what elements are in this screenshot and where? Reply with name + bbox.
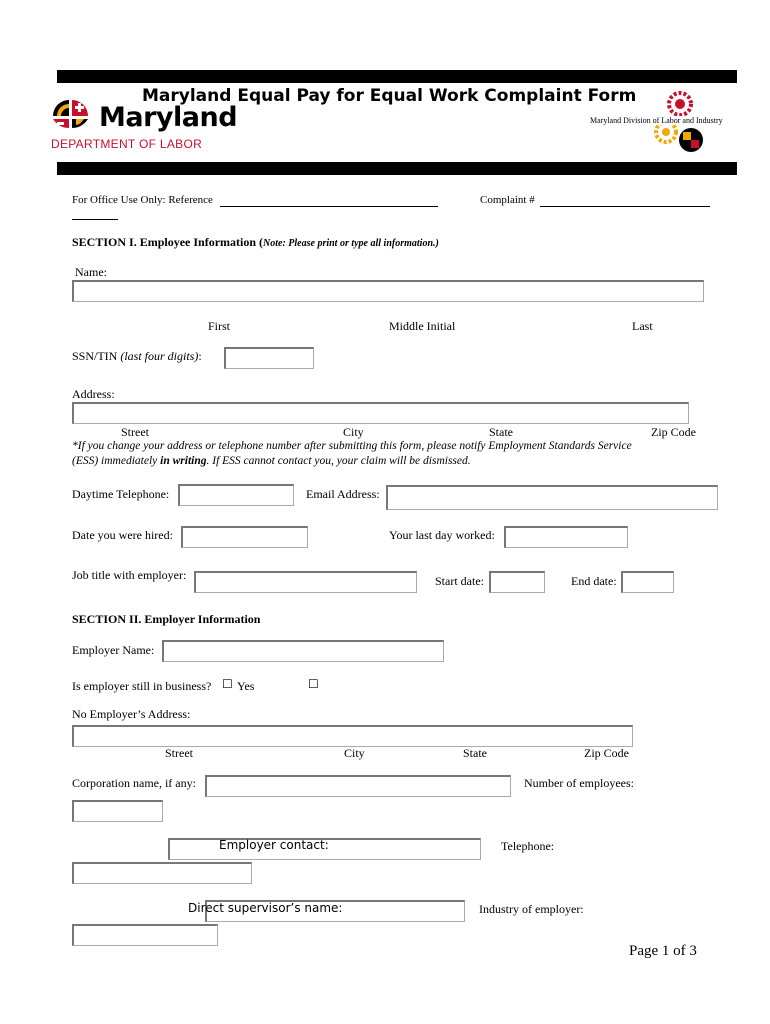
address-field[interactable] [72, 402, 689, 424]
name-label: Name: [75, 265, 107, 279]
ssn-field[interactable] [224, 347, 314, 369]
address-zip-caption: Zip Code [651, 425, 696, 439]
still-in-business-label: Is employer still in business? [72, 679, 212, 693]
address-label: Address: [72, 387, 115, 401]
address-city-caption: City [343, 425, 364, 439]
email-field[interactable] [386, 485, 718, 510]
ssn-label-text: SSN/TIN [72, 349, 121, 363]
notice-part-b: in writing [160, 455, 207, 467]
employer-zip-caption: Zip Code [584, 746, 629, 760]
number-of-employees-field[interactable] [72, 800, 163, 822]
address-change-notice-line1: *If you change your address or telephone number after submitting this form, please notify Employment Standards Service [72, 440, 632, 452]
direct-supervisor-label: Direct supervisor’s name: [188, 901, 343, 915]
name-first-caption: First [208, 319, 231, 333]
no-checkbox[interactable]: ☐ [308, 677, 319, 691]
department-label: DEPARTMENT OF LABOR [51, 137, 203, 151]
name-field[interactable] [72, 280, 704, 302]
address-change-notice-line2 [72, 455, 471, 467]
job-title-field[interactable] [194, 571, 417, 593]
employer-name-label: Employer Name: [72, 643, 155, 657]
address-street-caption: Street [121, 425, 149, 439]
header-bottom-bar [57, 162, 737, 175]
section-1-note: Note: Please print or type all information.) [263, 238, 439, 249]
logo-wordmark: Maryland [99, 102, 238, 133]
section-2-heading: SECTION II. Employer Information [72, 612, 261, 626]
employer-address-field[interactable] [72, 725, 633, 747]
ssn-label-note: (last four digits) [120, 349, 199, 363]
last-day-worked-label: Your last day worked: [389, 528, 495, 542]
division-label: Maryland Division of Labor and Industry [590, 116, 723, 125]
page-number: Page 1 of 3 [629, 943, 697, 959]
reference-underline-cont [72, 219, 118, 220]
start-date-label: Start date: [435, 574, 484, 588]
corporation-name-field[interactable] [205, 775, 511, 797]
email-label: Email Address: [306, 487, 380, 501]
end-date-label: End date: [571, 574, 617, 588]
no-employer-address-label: No Employer’s Address: [72, 707, 191, 721]
ssn-label-colon: : [198, 349, 202, 363]
employer-name-field[interactable] [162, 640, 444, 662]
daytime-phone-field[interactable] [178, 484, 294, 506]
complaint-number-underline[interactable] [540, 206, 710, 207]
job-title-label: Job title with employer: [72, 568, 187, 582]
corporation-name-label: Corporation name, if any: [72, 776, 196, 790]
notice-part-a: (ESS) immediately [72, 455, 161, 467]
complaint-number-label: Complaint # [480, 194, 535, 206]
yes-checkbox[interactable]: ☐ [222, 677, 233, 691]
employer-street-caption: Street [165, 746, 193, 760]
telephone-field[interactable] [72, 862, 252, 884]
reference-label: For Office Use Only: Reference [72, 194, 213, 206]
yes-label: Yes [237, 679, 255, 693]
maryland-flag-logo [51, 96, 101, 130]
name-middle-caption: Middle Initial [389, 319, 456, 333]
employer-state-caption: State [463, 746, 487, 760]
name-last-caption: Last [632, 319, 653, 333]
section-1-title: SECTION I. Employee Information ( [72, 235, 264, 249]
industry-of-employer-field[interactable] [72, 924, 218, 946]
telephone-label: Telephone: [501, 839, 555, 853]
start-date-field[interactable] [489, 571, 545, 593]
page-title: Maryland Equal Pay for Equal Work Complaint Form [142, 86, 637, 106]
notice-part-c: . If ESS cannot contact you, your claim will be dismissed. [206, 455, 471, 467]
section-1-heading [72, 235, 439, 250]
reference-underline[interactable] [220, 206, 438, 207]
last-day-worked-field[interactable] [504, 526, 628, 548]
header-top-bar [57, 70, 737, 83]
address-state-caption: State [489, 425, 513, 439]
ssn-label [72, 349, 202, 364]
industry-of-employer-label: Industry of employer: [479, 902, 584, 916]
employer-city-caption: City [344, 746, 365, 760]
number-of-employees-label: Number of employees: [524, 776, 634, 790]
date-hired-field[interactable] [181, 526, 308, 548]
end-date-field[interactable] [621, 571, 674, 593]
employer-contact-label: Employer contact: [219, 838, 329, 852]
daytime-phone-label: Daytime Telephone: [72, 487, 170, 501]
date-hired-label: Date you were hired: [72, 528, 173, 542]
